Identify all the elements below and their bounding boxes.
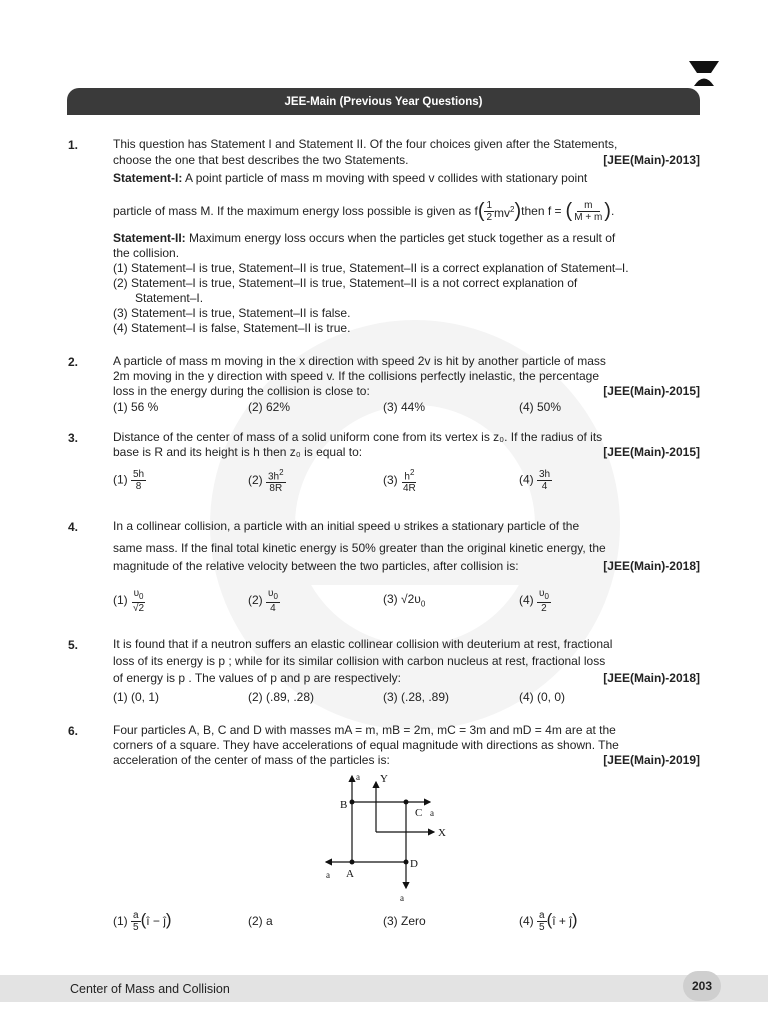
question-number: 5. bbox=[68, 638, 79, 652]
section-banner: JEE-Main (Previous Year Questions) bbox=[67, 88, 700, 115]
square-acceleration-diagram bbox=[318, 770, 458, 905]
svg-text:a: a bbox=[356, 772, 360, 782]
q5-option: (1) (0, 1) bbox=[113, 690, 160, 704]
q5-options bbox=[113, 690, 700, 706]
q2-text: loss in the energy during the collision is close to: bbox=[113, 384, 370, 398]
q3-option3: (3) $\frac{h^2}{4R}$ bbox=[383, 468, 416, 495]
q4-option4: (4) $\frac{\upsilon_0}{2}$ bbox=[519, 588, 549, 614]
q4-tag: [JEE(Main)-2018] bbox=[603, 559, 700, 573]
q1-option1: (1) Statement–I is true, Statement–II is true, Statement–II is a correct explanation of Statement–I. bbox=[113, 261, 629, 275]
q1-line2 bbox=[113, 153, 700, 168]
q1-option4: (4) Statement–I is false, Statement–II is true. bbox=[113, 321, 351, 335]
q6-options bbox=[113, 908, 700, 938]
q3-line1: Distance of the center of mass of a solid uniform cone from its vertex is z₀. If the radius of its bbox=[113, 430, 603, 444]
q3-option4: (4) $\frac{3h}{4}$ bbox=[519, 469, 551, 492]
q2-options bbox=[113, 400, 700, 416]
fraction-half: $\frac{1}{2}$ bbox=[486, 199, 493, 223]
q5-text: of energy is p . The values of p and p are respectively: bbox=[113, 671, 401, 685]
svg-text:a: a bbox=[400, 893, 404, 903]
q2-line2: 2m moving in the y direction with speed v. If the collisions perfectly inelastic, the percentage bbox=[113, 369, 600, 383]
q3-option1: (1) $\frac{5h}{8}$ bbox=[113, 469, 145, 492]
page-number: 203 bbox=[683, 971, 721, 1001]
statement1-text: A point particle of mass m moving with speed v collides with stationary point bbox=[182, 171, 588, 185]
q1-statement1-cont: particle of mass M. If the maximum energy loss possible is given as f ( $\frac{1}{2}$ $mv^2$ ) then f = ( $\frac{m}{M + m}$ ) . bbox=[113, 199, 615, 223]
q1-option2-cont: Statement–I. bbox=[135, 291, 204, 305]
q5-option: (2) (.89, .28) bbox=[248, 690, 315, 704]
q3-text: base is R and its height is h then z₀ is equal to: bbox=[113, 445, 363, 459]
statement2-text: Maximum energy loss occurs when the particles get stuck together as a result of bbox=[185, 231, 616, 245]
q6-line1: Four particles A, B, C and D with masses mA = m, mB = 2m, mC = 3m and mD = 4m are at the bbox=[113, 723, 616, 737]
q5-tag: [JEE(Main)-2018] bbox=[603, 671, 700, 685]
q6-option1: (1) $\frac{a}{5}$ (î − ĵ) bbox=[113, 910, 172, 934]
q5-line2: loss of its energy is p ; while for its similar collision with carbon nucleus at rest, fractional loss bbox=[113, 654, 606, 668]
q2-tag: [JEE(Main)-2015] bbox=[603, 384, 700, 398]
question-number: 1. bbox=[68, 138, 79, 152]
q6-option2: (2) a bbox=[248, 914, 273, 928]
q4-line1: In a collinear collision, a particle with an initial speed υ strikes a stationary particle of the bbox=[113, 519, 580, 533]
question-number: 6. bbox=[68, 724, 79, 738]
svg-text:X: X bbox=[438, 827, 446, 839]
q4-options bbox=[113, 582, 700, 618]
q1-statement1 bbox=[113, 171, 700, 186]
q4-text: magnitude of the relative velocity between the two particles, after collision is: bbox=[113, 559, 519, 573]
q4-option2: (2) $\frac{\upsilon_0}{4}$ bbox=[248, 588, 278, 614]
q2-line1: A particle of mass m moving in the x direction with speed 2v is hit by another particle of mass bbox=[113, 354, 606, 368]
q6-line3 bbox=[113, 753, 700, 768]
q1-option3: (3) Statement–I is true, Statement–II is false. bbox=[113, 306, 351, 320]
q2-option: (3) 44% bbox=[383, 400, 426, 414]
statement1-text2: particle of mass M. If the maximum energy loss possible is given as f bbox=[113, 203, 478, 218]
q4-line2: same mass. If the final total kinetic energy is 50% greater than the original kinetic energy, the bbox=[113, 541, 606, 555]
q1-text: choose the one that best describes the two Statements. bbox=[113, 153, 409, 167]
svg-text:D: D bbox=[410, 858, 418, 870]
q1-line1: This question has Statement I and Statement II. Of the four choices given after the Statements, bbox=[113, 137, 618, 151]
q6-text: acceleration of the center of mass of the particles is: bbox=[113, 753, 390, 767]
fraction-mass: $\frac{m}{M + m}$ bbox=[574, 199, 603, 223]
statement2-label: Statement-II: bbox=[113, 231, 186, 245]
q3-options bbox=[113, 461, 700, 495]
svg-text:C: C bbox=[415, 807, 423, 819]
q5-option: (3) (.28, .89) bbox=[383, 690, 450, 704]
statement1-label: Statement-I: bbox=[113, 171, 183, 185]
q2-line3 bbox=[113, 384, 700, 399]
svg-text:B: B bbox=[340, 799, 348, 811]
q6-option3: (3) Zero bbox=[383, 914, 426, 928]
brand-logo-icon bbox=[689, 61, 719, 86]
q3-tag: [JEE(Main)-2015] bbox=[603, 445, 700, 459]
q1-statement2-cont: the collision. bbox=[113, 246, 180, 260]
q4-line3 bbox=[113, 559, 700, 574]
q6-option4: (4) $\frac{a}{5}$ (î + ĵ) bbox=[519, 910, 578, 934]
svg-text:Y: Y bbox=[380, 773, 388, 785]
q3-line2 bbox=[113, 445, 700, 460]
q1-tag: [JEE(Main)-2013] bbox=[603, 153, 700, 167]
statement1-text3: then f = bbox=[521, 203, 562, 218]
svg-text:A: A bbox=[346, 868, 354, 880]
footer-chapter: Center of Mass and Collision bbox=[70, 982, 230, 996]
q1-statement2 bbox=[113, 231, 700, 246]
q4-option3: (3) $√2\upsilon_0$ bbox=[383, 592, 426, 609]
q1-option2: (2) Statement–I is true, Statement–II is true, Statement–II is a not correct explanation of bbox=[113, 276, 578, 290]
q3-option2: (2) $\frac{3h^2}{8R}$ bbox=[248, 468, 284, 495]
q5-option: (4) (0, 0) bbox=[519, 690, 566, 704]
q2-option: (1) 56 % bbox=[113, 400, 159, 414]
question-number: 3. bbox=[68, 431, 79, 445]
svg-text:a: a bbox=[430, 808, 434, 818]
q2-option: (2) 62% bbox=[248, 400, 291, 414]
svg-text:a: a bbox=[326, 870, 330, 880]
question-number: 4. bbox=[68, 520, 79, 534]
q5-line1: It is found that if a neutron suffers an elastic collinear collision with deuterium at rest, fractional bbox=[113, 637, 613, 651]
q5-line3 bbox=[113, 671, 700, 686]
q6-line2: corners of a square. They have accelerations of equal magnitude with directions as shown. The bbox=[113, 738, 619, 752]
q6-tag: [JEE(Main)-2019] bbox=[603, 753, 700, 767]
q4-option1: (1) $\frac{\upsilon_0}{√2}$ bbox=[113, 588, 145, 614]
question-number: 2. bbox=[68, 355, 79, 369]
q2-option: (4) 50% bbox=[519, 400, 562, 414]
